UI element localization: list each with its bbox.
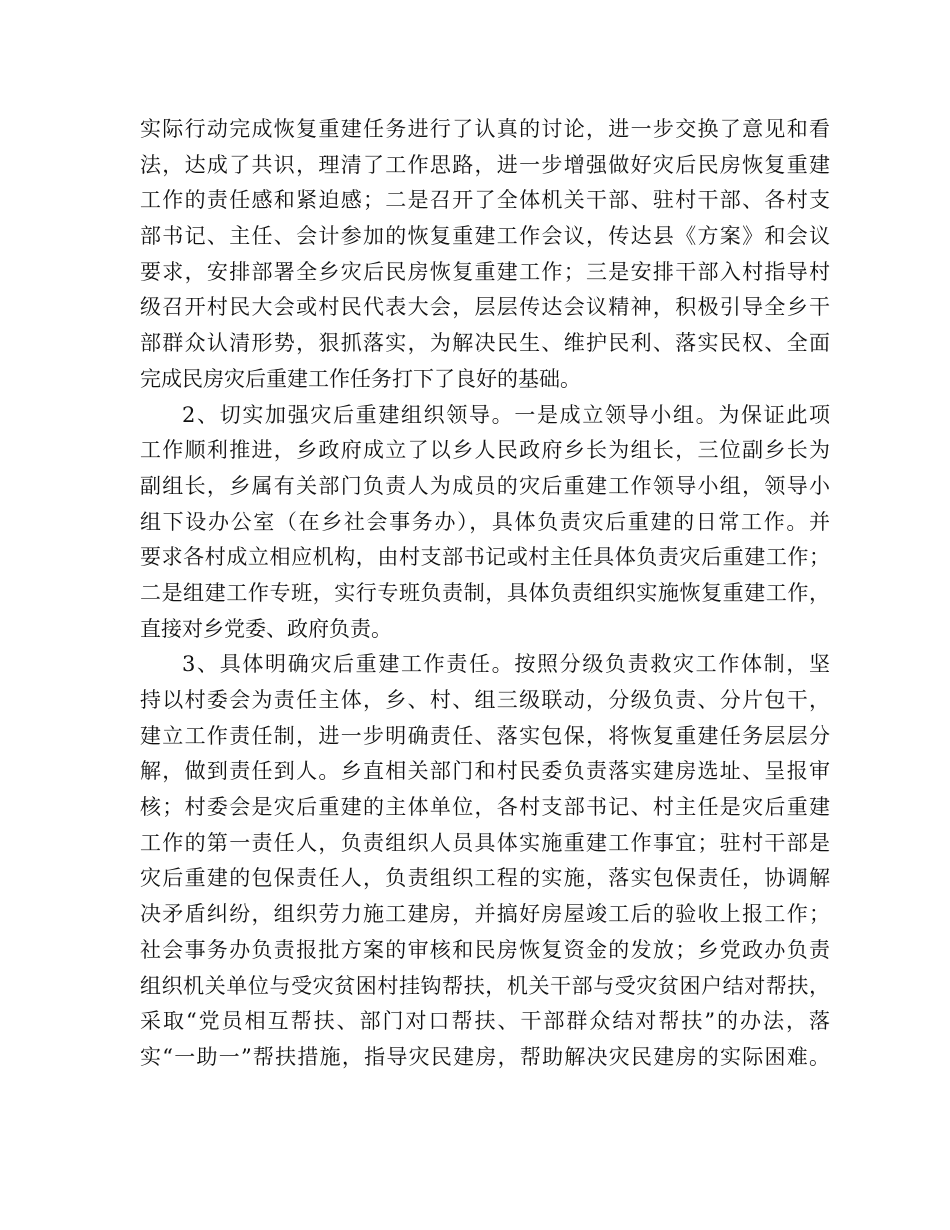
text-line: 实“一助一”帮扶措施，指导灾民建房，帮助解决灾民建房的实际困难。	[140, 1044, 830, 1069]
text-line: 要求各村成立相应机构，由村支部书记或村主任具体负责灾后重建工作；	[140, 545, 830, 570]
text-line: 完成民房灾后重建工作任务打下了良好的基础。	[140, 366, 581, 391]
text-line: 二是组建工作专班，实行专班负责制，具体负责组织实施恢复重建工作，	[140, 580, 830, 605]
text-line: 部书记、主任、会计参加的恢复重建工作会议，传达县《方案》和会议	[140, 224, 830, 249]
text-line: 直接对乡党委、政府负责。	[140, 616, 392, 641]
text-line: 3、具体明确灾后重建工作责任。按照分级负责救灾工作体制，坚	[182, 652, 830, 677]
text-line: 实际行动完成恢复重建任务进行了认真的讨论，进一步交换了意见和看	[140, 117, 830, 141]
text-line: 组织机关单位与受灾贫困村挂钩帮扶，机关干部与受灾贫困户结对帮扶，	[140, 973, 830, 998]
text-line: 组下设办公室（在乡社会事务办），具体负责灾后重建的日常工作。并	[140, 509, 830, 534]
text-line: 持以村委会为责任主体，乡、村、组三级联动，分级负责、分片包干，	[140, 688, 830, 712]
text-line: 2、切实加强灾后重建组织领导。一是成立领导小组。为保证此项	[182, 402, 830, 427]
text-line: 建立工作责任制，进一步明确责任、落实包保，将恢复重建任务层层分	[140, 723, 830, 748]
text-line: 社会事务办负责报批方案的审核和民房恢复资金的发放；乡党政办负责	[140, 937, 830, 962]
text-line: 级召开村民大会或村民代表大会，层层传达会议精神，积极引导全乡干	[140, 295, 830, 320]
text-line: 副组长，乡属有关部门负责人为成员的灾后重建工作领导小组，领导小	[140, 473, 830, 498]
text-line: 灾后重建的包保责任人，负责组织工程的实施，落实包保责任，协调解	[140, 866, 830, 891]
text-line: 工作的责任感和紧迫感；二是召开了全体机关干部、驻村干部、各村支	[140, 188, 830, 213]
text-line: 法，达成了共识，理清了工作思路，进一步增强做好灾后民房恢复重建	[140, 152, 830, 177]
text-line: 部群众认清形势，狠抓落实，为解决民生、维护民利、落实民权、全面	[140, 331, 830, 356]
text-line: 工作顺利推进，乡政府成立了以乡人民政府乡长为组长，三位副乡长为	[140, 438, 830, 463]
text-line: 解，做到责任到人。乡直相关部门和村民委负责落实建房选址、呈报审	[140, 759, 830, 784]
text-line: 要求，安排部署全乡灾后民房恢复重建工作；三是安排干部入村指导村	[140, 259, 830, 284]
text-line: 采取“党员相互帮扶、部门对口帮扶、干部群众结对帮扶”的办法，落	[140, 1009, 830, 1034]
text-line: 工作的第一责任人，负责组织人员具体实施重建工作事宜；驻村干部是	[140, 830, 830, 855]
document-page	[140, 112, 830, 1076]
text-line: 核；村委会是灾后重建的主体单位，各村支部书记、村主任是灾后重建	[140, 795, 830, 820]
text-line: 决矛盾纠纷，组织劳力施工建房，并搞好房屋竣工后的验收上报工作；	[140, 902, 830, 927]
